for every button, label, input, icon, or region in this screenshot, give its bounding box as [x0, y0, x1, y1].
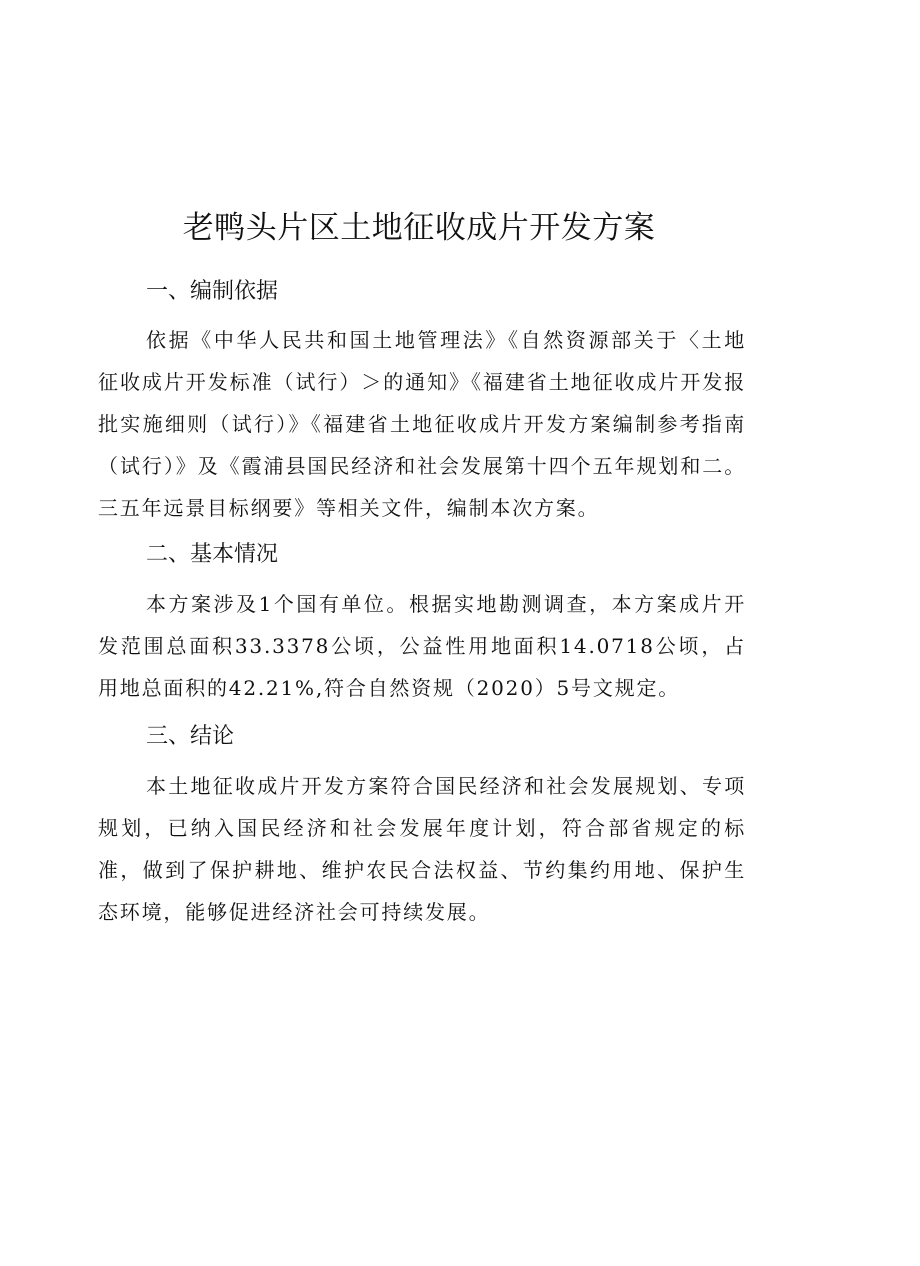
section-body-conclusion: 本土地征收成片开发方案符合国民经济和社会发展规划、专项规划，已纳入国民经济和社会发展年度计划，符合部省规定的标准，做到了保护耕地、维护农民合法权益、节约集约用地、保护生态环境，能够促进经济社会可持续发展。 [98, 774, 746, 924]
section-body-basic-situation: 本方案涉及1个国有单位。根据实地勘测调查，本方案成片开发范围总面积33.3378公顷，公益性用地面积14.0718公顷，占用地总面积的42.21%,符合自然资规（2020）5号文规定。 [98, 592, 746, 700]
section-heading-conclusion: 三、结论 [146, 724, 235, 749]
section-heading-basic-situation: 二、基本情况 [146, 542, 279, 567]
section-body-basis: 依据《中华人民共和国土地管理法》《自然资源部关于〈土地征收成片开发标准（试行）＞的通知》《福建省土地征收成片开发报批实施细则（试行）》《福建省土地征收成片开发方案编制参考指南（试行）》及《霞浦县国民经济和社会发展第十四个五年规划和二。三五年远景目标纲要》等相关文件，编制本次方案。 [98, 328, 746, 520]
section-heading-basis: 一、编制依据 [146, 279, 279, 304]
document-title: 老鸭头片区土地征收成片开发方案 [182, 210, 656, 246]
